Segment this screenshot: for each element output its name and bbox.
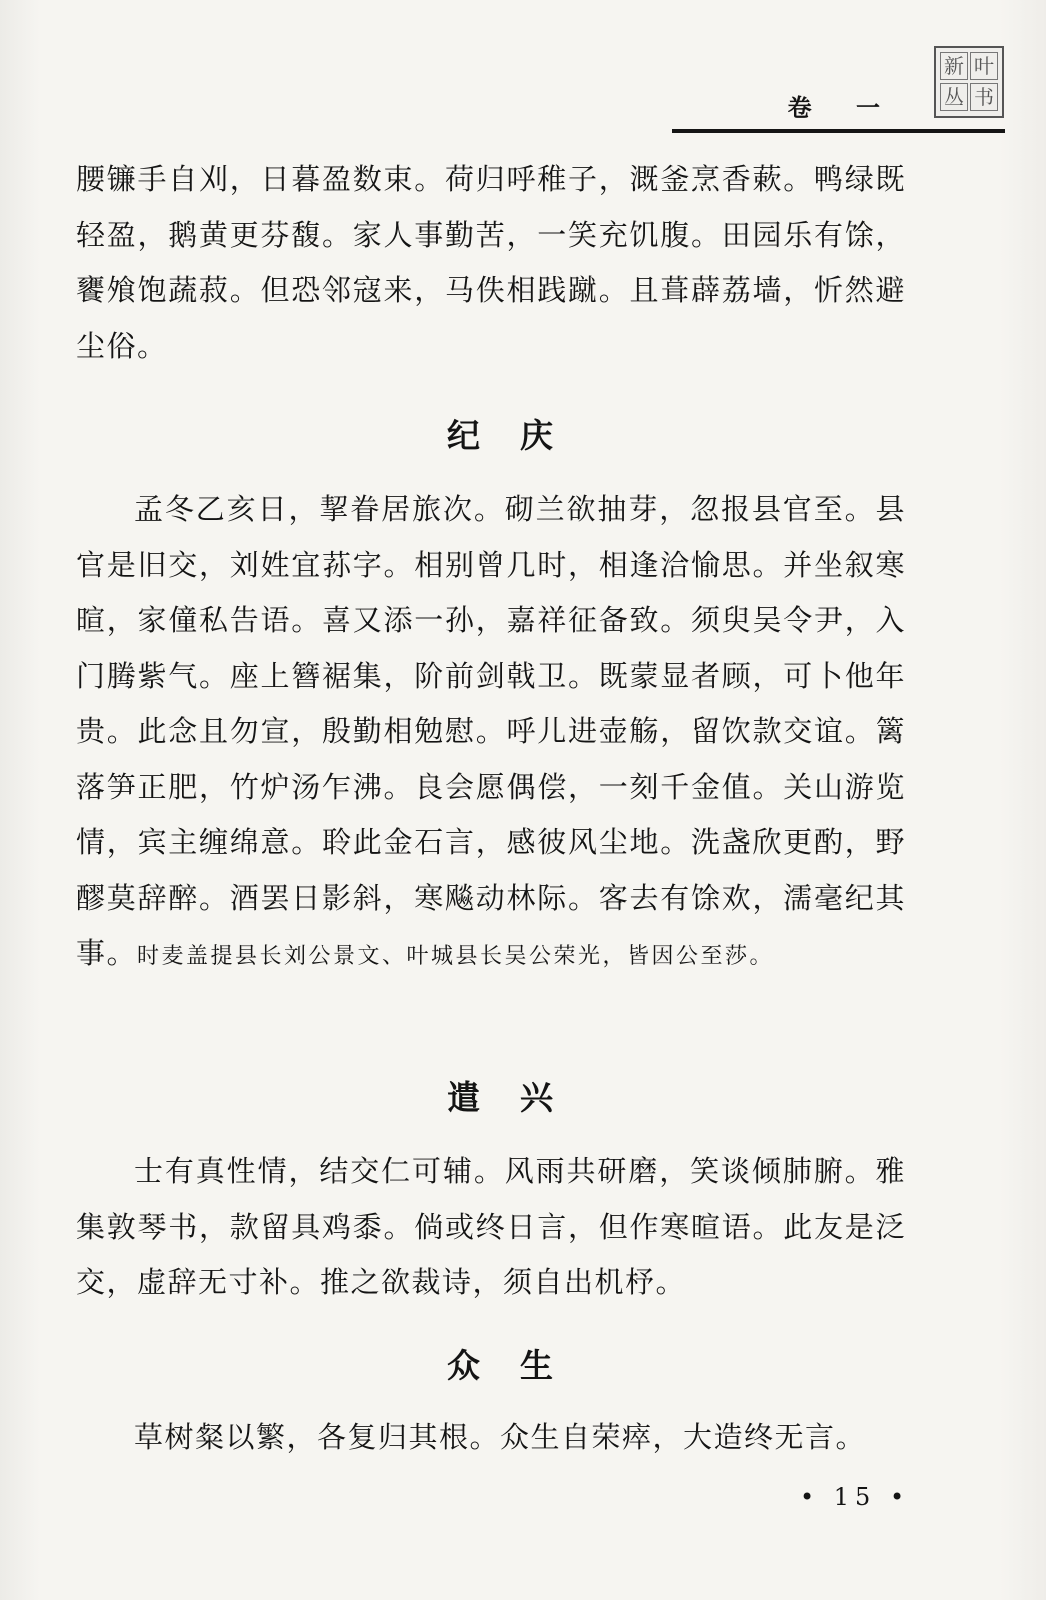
title-char: 遣: [447, 1078, 480, 1117]
poem-body-jiqing: [76, 482, 906, 985]
seal-char: 叶: [970, 52, 998, 80]
seal-char: 丛: [940, 83, 968, 111]
poem-title-qianxing: [0, 1072, 1000, 1119]
seal-char: 新: [940, 52, 968, 80]
poem-text: 孟冬乙亥日，挈眷居旅次。砌兰欲抽芽，忽报县官至。县官是旧交，刘姓宜荪字。相别曾几时，相逢洽愉思。并坐叙寒暄，家僮私告语。喜又添一孙，嘉祥征备致。须臾吴令尹，入门腾紫气。座上簪裾集，阶前剑戟卫。既蒙显者顾，可卜他年贵。此念且勿宣，殷勤相勉慰。呼儿进壶觞，留饮款交谊。篱落笋正肥，竹炉汤乍沸。良会愿偶偿，一刻千金值。关山游览情，宾主缠绵意。聆此金石言，感彼风尘地。洗盏欣更酌，野醪莫辞醉。酒罢日影斜，寒飚动林际。客去有馀欢，濡毫纪其事。: [76, 492, 906, 970]
opening-text: 腰镰手自刈，日暮盈数束。荷归呼稚子，溉釜烹香蔌。鸭绿既轻盈，鹅黄更芬馥。家人事勤苦，一笑充饥腹。田园乐有馀，饔飧饱蔬菽。但恐邻寇来，马佚相践蹴。且葺薜荔墙，忻然避尘俗。: [76, 162, 906, 363]
title-char: 兴: [520, 1078, 553, 1117]
header-rule: [672, 129, 1005, 133]
title-char: 庆: [520, 416, 553, 455]
poem-body-qianxing: [76, 1144, 906, 1311]
running-head: 卷 一: [787, 94, 898, 122]
seal-char: 书: [970, 83, 998, 111]
page-number: • 15 •: [800, 1483, 911, 1511]
poem-title-zhongsheng: [0, 1340, 1000, 1387]
poem-note: 时麦盖提县长刘公景文、叶城县长吴公荣光，皆因公至莎。: [137, 944, 775, 969]
title-char: 众: [447, 1346, 480, 1385]
poem-text: 草树粲以繁，各复归其根。众生自荣瘁，大造终无言。: [134, 1420, 867, 1454]
poem-text: 士有真性情，结交仁可辅。风雨共研磨，笑谈倾肺腑。雅集敦琴书，款留具鸡黍。倘或终日言，但作寒暄语。此友是泛交，虚辞无寸补。推之欲裁诗，须自出机杼。: [76, 1154, 906, 1299]
seal-stamp-icon: [934, 46, 1004, 118]
poem-title-jiqing: [0, 410, 1000, 457]
poem-body-zhongsheng: [76, 1410, 906, 1466]
title-char: 纪: [447, 416, 480, 455]
title-char: 生: [520, 1346, 553, 1385]
opening-paragraph: [76, 152, 906, 374]
